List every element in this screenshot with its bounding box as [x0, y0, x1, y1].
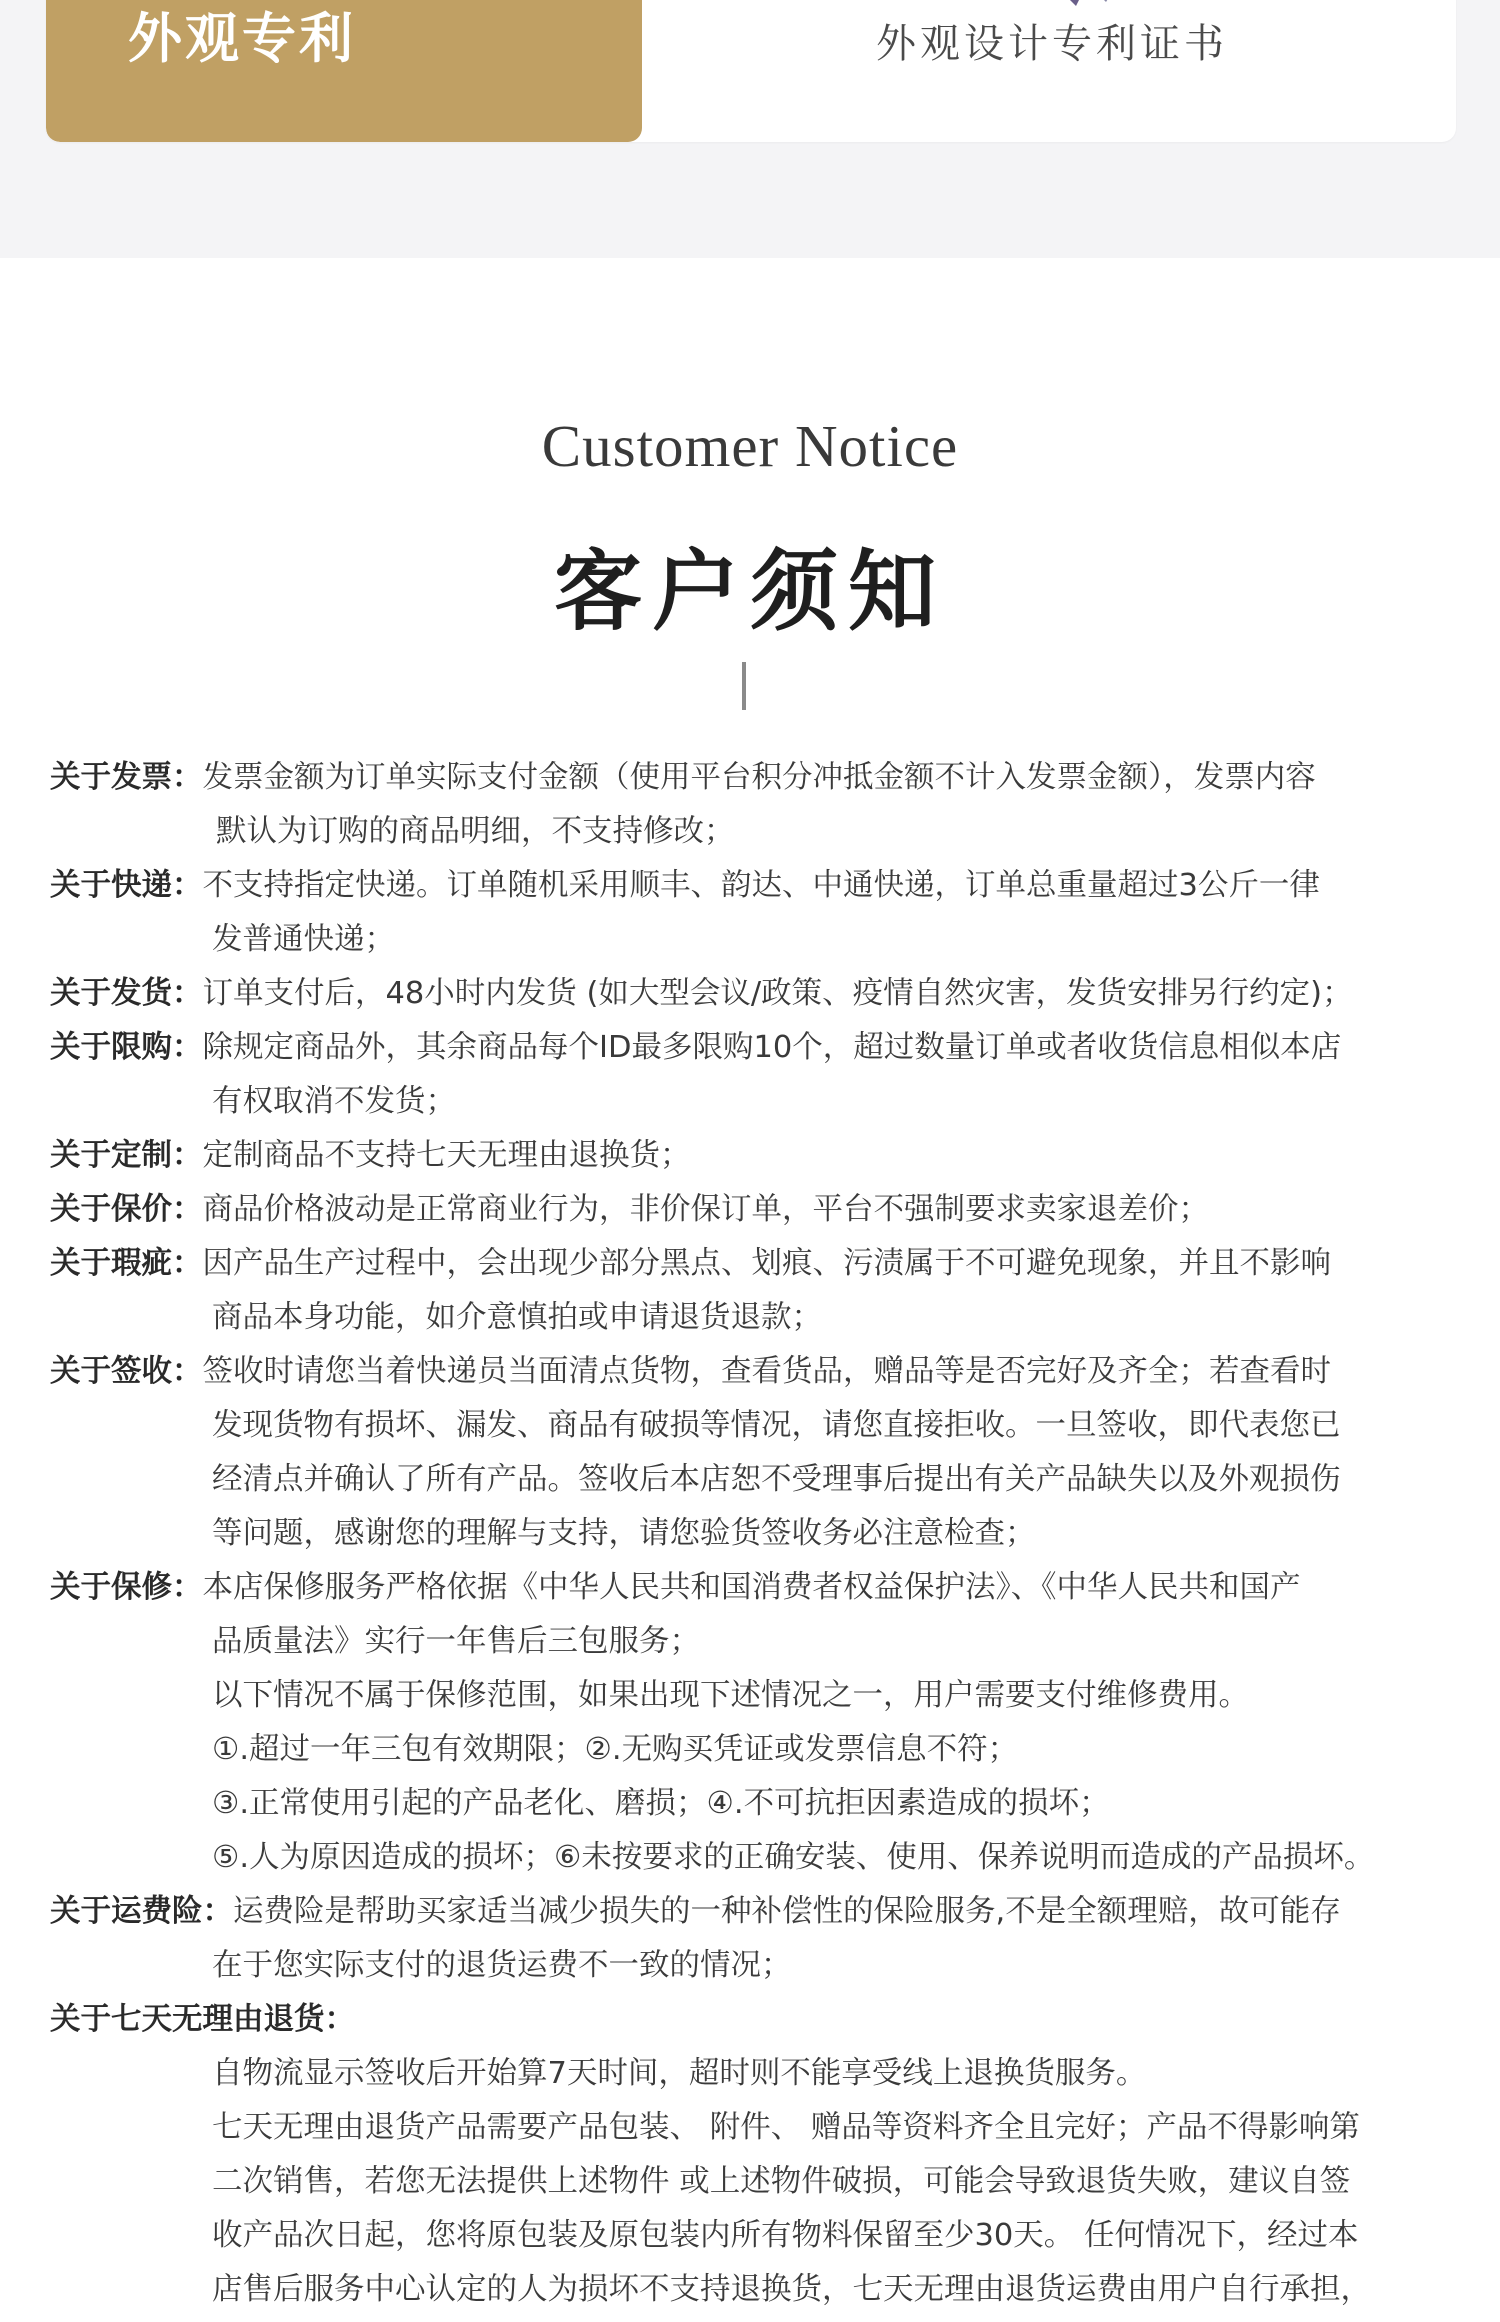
notice-line	[50, 1129, 691, 1183]
notice-line-text: 发现货物有损坏、漏发、商品有破损等情况，请您直接拒收。一旦签收，即代表您已	[212, 1408, 1341, 1443]
notice-line-label: 关于保修：	[50, 1570, 203, 1605]
notice-line-text: 发票金额为订单实际支付金额（使用平台积分冲抵金额不计入发票金额），发票内容	[202, 760, 1316, 795]
notice-line-text: 在于您实际支付的退货运费不一致的情况；	[212, 1948, 792, 1983]
notice-line-text: 商品价格波动是正常商业行为，非价保订单，平台不强制要求卖家退差价；	[202, 1192, 1209, 1227]
notice-line	[212, 1507, 1036, 1561]
notice-line	[212, 1939, 792, 1993]
notice-line-label: 关于保价：	[50, 1192, 203, 1227]
notice-line-label: 关于发货：	[50, 976, 203, 1011]
notice-line-text: 默认为订购的商品明细，不支持修改；	[216, 814, 735, 849]
notice-title-zh: 客户须知	[553, 540, 946, 643]
notice-line	[50, 1345, 1331, 1399]
notice-line-text: 以下情况不属于保修范围，如果出现下述情况之一，用户需要支付维修费用。	[212, 1678, 1249, 1713]
notice-line-text: 店售后服务中心认定的人为损坏不支持退换货，七天无理由退货运费由用户自行承担，	[212, 2272, 1371, 2307]
notice-title-en: Customer Notice	[541, 413, 959, 479]
notice-line-text: 订单支付后，48小时内发货 (如大型会议/政策、疫情自然灾害，发货安排另行约定)；	[202, 976, 1353, 1011]
notice-line-text: 发普通快递；	[212, 922, 395, 957]
patent-label-block	[46, 0, 642, 142]
notice-line	[50, 1183, 1209, 1237]
certificate-emblem-icon	[1046, 0, 1136, 10]
patent-label: 外观专利	[128, 7, 356, 70]
notice-line-text: 签收时请您当着快递员当面清点货物，查看货品，赠品等是否完好及齐全；若查看时	[202, 1354, 1331, 1389]
notice-line	[50, 967, 1353, 1021]
notice-line-text: 二次销售，若您无法提供上述物件 或上述物件破损，可能会导致退货失败，建议自签	[212, 2164, 1351, 2199]
patent-card	[46, 0, 1456, 142]
notice-line-text: 定制商品不支持七天无理由退换货；	[202, 1138, 691, 1173]
notice-line	[50, 1561, 1301, 1615]
notice-line	[50, 1993, 355, 2047]
notice-line	[212, 913, 395, 967]
notice-line	[212, 2155, 1350, 2209]
notice-line	[50, 859, 1320, 913]
notice-line-label: 关于瑕疵：	[50, 1246, 203, 1281]
notice-line-text: ⑤.人为原因造成的损坏；⑥未按要求的正确安装、使用、保养说明而造成的产品损坏。	[212, 1840, 1375, 1875]
notice-line	[212, 1453, 1341, 1507]
notice-line	[212, 2263, 1371, 2317]
notice-line-label: 关于定制：	[50, 1138, 203, 1173]
notice-line	[212, 1291, 822, 1345]
notice-line-label: 关于运费险：	[50, 1894, 233, 1929]
notice-line	[212, 1777, 1110, 1831]
notice-line	[50, 751, 1316, 805]
notice-line	[50, 1021, 1341, 1075]
notice-line	[212, 2101, 1360, 2155]
top-section	[0, 0, 1500, 258]
notice-line	[50, 1885, 1341, 1939]
notice-line	[212, 1075, 456, 1129]
notice-line-text: 自物流显示签收后开始算7天时间，超时则不能享受线上退换货服务。	[212, 2056, 1147, 2091]
certificate-title: 外观设计专利证书	[876, 21, 1228, 67]
notice-line-text: 不支持指定快递。订单随机采用顺丰、韵达、中通快递，订单总重量超过3公斤一律	[202, 868, 1320, 903]
notice-line	[216, 805, 735, 859]
notice-line	[212, 2209, 1359, 2263]
notice-line-text: ③.正常使用引起的产品老化、磨损；④.不可抗拒因素造成的损坏；	[212, 1786, 1110, 1821]
notice-line	[212, 1399, 1341, 1453]
notice-line	[50, 1237, 1331, 1291]
notice-line-text: ①.超过一年三包有效期限；②.无购买凭证或发票信息不符；	[212, 1732, 1019, 1767]
notice-line-text: 收产品次日起，您将原包装及原包装内所有物料保留至少30天。 任何情况下，经过本	[212, 2218, 1359, 2253]
notice-line	[212, 1723, 1018, 1777]
notice-line-text: 因产品生产过程中，会出现少部分黑点、划痕、污渍属于不可避免现象，并且不影响	[202, 1246, 1331, 1281]
notice-line	[212, 1831, 1374, 1885]
notice-line	[212, 2047, 1146, 2101]
notice-line-text: 经清点并确认了所有产品。签收后本店恕不受理事后提出有关产品缺失以及外观损伤	[212, 1462, 1341, 1497]
notice-line-text: 除规定商品外，其余商品每个ID最多限购10个，超过数量订单或者收货信息相似本店	[202, 1030, 1342, 1065]
notice-line-text: 商品本身功能，如介意慎拍或申请退货退款；	[212, 1300, 822, 1335]
notice-line	[212, 1615, 700, 1669]
notice-line-label: 关于发票：	[50, 760, 203, 795]
notice-line-label: 关于快递：	[50, 868, 203, 903]
notice-line-text: 七天无理由退货产品需要产品包装、 附件、 赠品等资料齐全且完好；产品不得影响第	[212, 2110, 1360, 2145]
notice-line-label: 关于签收：	[50, 1354, 203, 1389]
notice-line-label: 关于七天无理由退货：	[50, 2002, 355, 2037]
notice-line-text: 等问题，感谢您的理解与支持，请您验货签收务必注意检查；	[212, 1516, 1036, 1551]
notice-line-label: 关于限购：	[50, 1030, 203, 1065]
notice-line-text: 有权取消不发货；	[212, 1084, 456, 1119]
notice-line-text: 本店保修服务严格依据《中华人民共和国消费者权益保护法》、《中华人民共和国产	[202, 1570, 1301, 1605]
heading-divider	[742, 662, 746, 710]
notice-line	[212, 1669, 1249, 1723]
notice-line-text: 运费险是帮助买家适当减少损失的一种补偿性的保险服务,不是全额理赔，故可能存	[233, 1894, 1341, 1929]
notice-line-text: 品质量法》实行一年售后三包服务；	[212, 1624, 700, 1659]
